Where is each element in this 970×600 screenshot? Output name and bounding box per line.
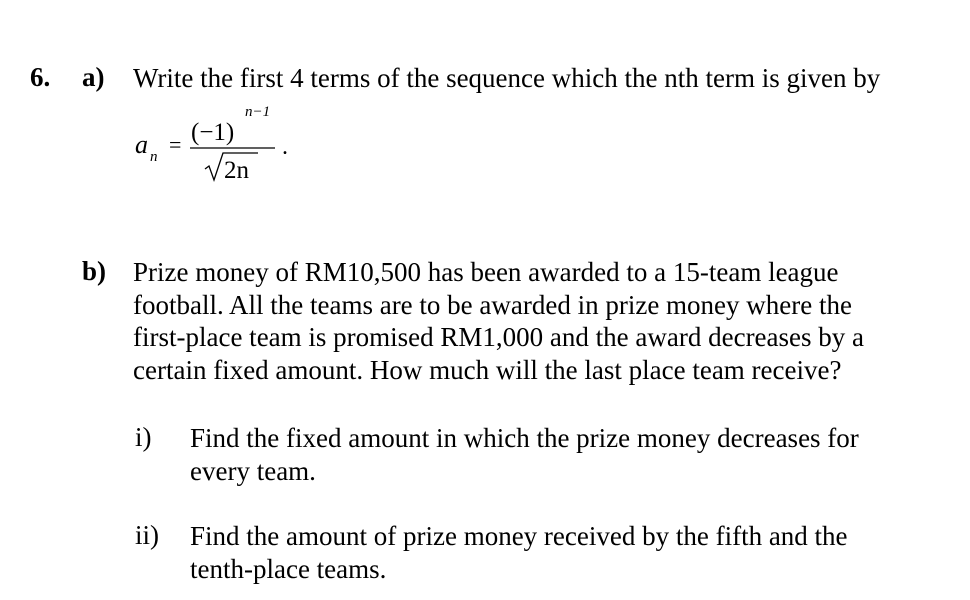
formula-exponent: n−1 — [245, 104, 271, 120]
subpart-i-label: i) — [135, 422, 152, 452]
formula-graphic — [132, 96, 432, 196]
question-number: 6. — [30, 62, 51, 92]
part-a-label: a) — [82, 62, 105, 92]
subpart-i-text — [190, 422, 859, 487]
formula-numerator: (−1) — [191, 119, 235, 146]
subpart-i-line: Find the fixed amount in which the prize money decreases for — [190, 423, 859, 453]
nth-term-formula — [132, 96, 432, 196]
formula-period: . — [282, 134, 288, 160]
subpart-i-line: every team. — [190, 455, 316, 486]
part-b-label: b) — [82, 256, 107, 286]
subpart-ii-line: tenth-place teams. — [190, 553, 387, 584]
subpart-ii-line: Find the amount of prize money received by the fifth and the — [190, 521, 848, 551]
formula-equals: = — [169, 132, 182, 157]
part-b-line: Prize money of RM10,500 has been awarded to a 15-team league — [133, 257, 839, 287]
part-b-line: first-place team is promised RM1,000 and the award decreases by a — [133, 322, 865, 352]
formula-lhs-subscript: n — [150, 149, 158, 165]
part-b-line: football. All the teams are to be awarded in prize money where the — [133, 289, 852, 320]
part-b-line: certain fixed amount. How much will the last place team receive? — [133, 354, 842, 385]
formula-lhs-var: a — [135, 130, 148, 159]
subpart-ii-label: ii) — [135, 520, 159, 550]
part-b-paragraph — [133, 256, 864, 386]
part-a-text: Write the first 4 terms of the sequence which the nth term is given by — [133, 63, 881, 93]
formula-denominator: 2n — [224, 157, 249, 184]
subpart-ii-text — [190, 520, 848, 585]
